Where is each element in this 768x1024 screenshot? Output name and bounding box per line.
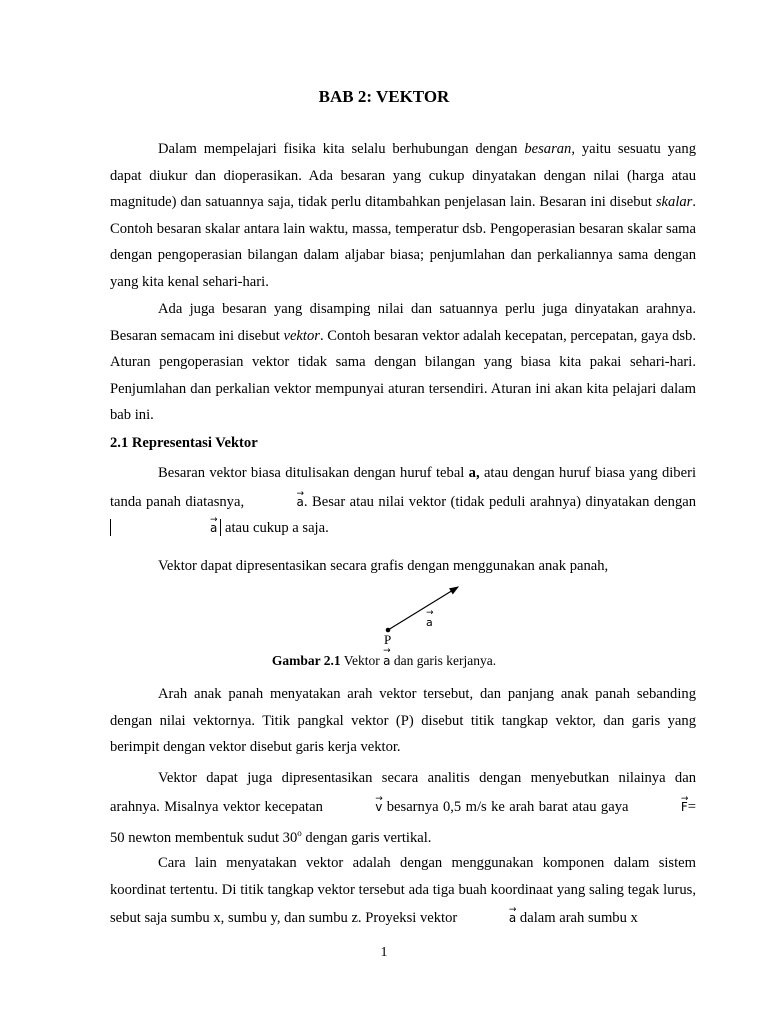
p7-vector-a: → a: [461, 903, 516, 932]
chapter-title: BAB 2: VEKTOR: [318, 87, 450, 106]
caption-text-b: dan garis kerjanya.: [390, 653, 497, 668]
p1-text-a: Dalam mempelajari fisika kita selalu berhubungan dengan: [158, 141, 525, 157]
p6-text-c: = 50 newton membentuk sudut 30: [110, 798, 696, 846]
degree-sup: o: [297, 828, 302, 838]
p6-text-a: Vektor dapat juga dipresentasikan secara analitis dengan menyebutkan nilainya dan arahnya. Misalnya vektor kecepatan: [110, 770, 696, 815]
p3-bold-a: a,: [468, 465, 480, 481]
p1-term-besaran: besaran: [524, 141, 572, 157]
p1-text-e: . Contoh besaran skalar antara lain waktu, massa, temperatur dsb. Pengoperasian besaran skalar sama dengan pengoperasian bilangan dalam aljabar biasa; penjumlahan dan perkaliannya sama dengan yang kita kenal sehari-hari.: [110, 194, 696, 290]
section-heading: 2.1 Representasi Vektor: [110, 435, 258, 451]
figure-vector-label: → a: [426, 614, 433, 629]
figure-point-label: P: [384, 632, 392, 647]
p3-text-c: atau dengan huruf biasa yang diberi tanda panah diatasnya,: [110, 465, 696, 510]
vector-a-symbol: → a: [249, 487, 304, 516]
p1-term-skalar: skalar: [655, 194, 693, 210]
paragraph-2: [110, 296, 696, 429]
caption-text-a: Vektor: [340, 653, 384, 668]
p6-text-b: besarnya 0,5 m/s ke arah barat atau gaya: [382, 798, 633, 815]
paragraph-7: [110, 850, 696, 932]
vector-v-symbol: → v: [327, 792, 382, 821]
magnitude-vector-a: → a: [162, 519, 217, 536]
paragraph-3: [110, 460, 696, 542]
caption-label: Gambar 2.1: [271, 653, 341, 668]
paragraph-1: [110, 136, 696, 295]
vector-diagram: [360, 580, 480, 650]
p7-text-a: Cara lain menyatakan vektor adalah dengan menggunakan komponen dalam sistem koordinat tertentu. Di titik tangkap vektor tersebut ada tiga buah koordinaat yang saling tegak lurus, sebut saja sumbu x, sumbu y, dan sumbu z. Proyeksi vektor: [110, 855, 696, 926]
p2-text-a: Ada juga besaran yang disamping nilai dan satuannya perlu juga dinyatakan arahnya. Besaran semacam ini disebut: [110, 301, 696, 344]
page-number: 1: [380, 945, 388, 960]
vector-arrow: [388, 587, 458, 630]
p3-text-d: . Besar atau nilai vektor (tidak peduli arahnya) dinyatakan dengan: [303, 493, 697, 510]
p1-text-c: , yaitu sesuatu yang dapat diukur dan dioperasikan. Ada besaran yang cukup dinyatakan dengan nilai (harga atau magnitude) dan satuannya saja, tidak perlu ditambahkan penjelasan lain. Besaran ini disebut: [110, 141, 696, 210]
magnitude-symbol: [110, 519, 221, 536]
p7-text-b: dalam arah sumbu x: [516, 910, 638, 926]
caption-vector-a: → a: [383, 652, 390, 668]
vector-f-symbol: → F: [633, 792, 688, 821]
paragraph-5: Arah anak panah menyatakan arah vektor tersebut, dan panjang anak panah sebanding dengan nilai vektornya. Titik pangkal vektor (P) disebut titik tangkap vektor, dan garis yang berimpit dengan vektor disebut garis kerja vektor.: [110, 686, 696, 755]
p2-term-vektor: vektor: [283, 327, 320, 344]
p3-text-a: Besaran vektor biasa ditulisakan dengan huruf tebal: [158, 465, 469, 481]
p2-text-c: . Contoh besaran vektor adalah kecepatan, percepatan, gaya dsb. Aturan pengoperasian vektor tidak sama dengan bilangan yang biasa kita pakai sehari-hari. Penjumlahan dan perkalian vektor mempunyai aturan tersendiri. Aturan ini akan kita pelajari dalam bab ini.: [110, 327, 696, 423]
p6-text-d: dengan garis vertikal.: [301, 829, 432, 846]
vector-figure: [360, 580, 480, 655]
p3-text-e: atau cukup a saja.: [221, 520, 329, 536]
paragraph-4: Vektor dapat dipresentasikan secara grafis dengan menggunakan anak panah,: [158, 558, 609, 574]
paragraph-6: [110, 765, 696, 851]
figure-caption: [0, 652, 768, 669]
